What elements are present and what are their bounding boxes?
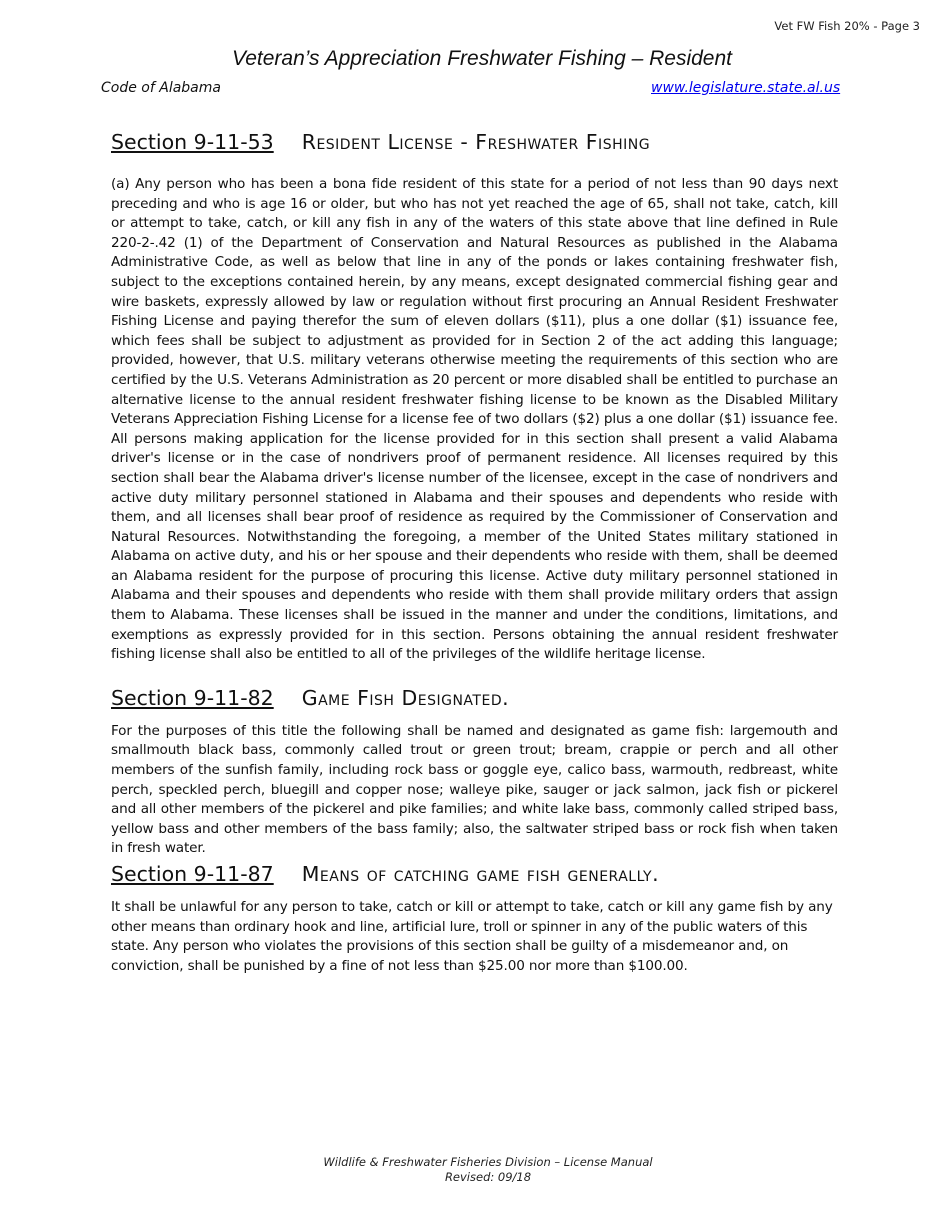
source-label: Code of Alabama [101,80,221,96]
section-heading [111,684,838,712]
footer-revised: Revised: 09/18 [444,1170,532,1184]
footer-division: Wildlife & Freshwater Fisheries Division – License Manual [323,1155,653,1169]
section-body: It shall be unlawful for any person to take, catch or kill or attempt to take, catch or kill any game fish by any other means than ordinary hook and line, artificial lure, troll or spinner in any of the public waters of this state. Any person who violates the provisions of this section shall be guilty of a misdemeanor and, on conviction, shall be punished by a fine of not less than $25.00 nor more than $100.00. [111,899,833,974]
page-title: Veteran’s Appreciation Freshwater Fishing – Resident [232,47,732,70]
section-heading [111,860,838,888]
section-number: Section 9-11-87 [111,862,274,886]
section-body: (a) Any person who has been a bona fide resident of this state for a period of not less than 90 days next preceding and who is age 16 or older, but who has not yet reached the age of 65, shall not take, catch, kill or attempt to take, catch, or kill any fish in any of the waters of this state above that line defined in Rule 220-2-.42 (1) of the Department of Conservation and Natural Resources as published in the Alabama Administrative Code, as well as below that line in any of the ponds or lakes containing freshwater fish, subject to the exceptions contained herein, by any means, except designated commercial fishing gear and wire baskets, expressly allowed by law or regulation without first procuring an Annual Resident Freshwater Fishing License and paying therefor the sum of eleven dollars ($11), plus a one dollar ($1) issuance fee, which fees shall be subject to adjustment as provided for in Section 2 of the act adding this language; provided, however, that U.S. military veterans otherwise meeting the requirements of this section who are certified by the U.S. Veterans Administration as 20 percent or more disabled shall be entitled to purchase an alternative license to the annual resident freshwater fishing license to be known as the Disabled Military Veterans Appreciation Fishing License for a license fee of two dollars ($2) plus a one dollar ($1) issuance fee. All persons making application for the license provided for in this section shall present a valid Alabama driver's license or in the case of nondrivers proof of permanent residence. All licenses required by this section shall bear the Alabama driver's license number of the licensee, except in the case of nondrivers and active duty military personnel stationed in Alabama and their spouses and dependents who reside with them, and all licenses shall bear proof of residence as required by the Commissioner of Conservation and Natural Resources. Notwithstanding the foregoing, a member of the United States military stationed in Alabama on active duty, and his or her spouse and their dependents who reside with them, shall be deemed an Alabama resident for the purpose of procuring this license. Active duty military personnel stationed in Alabama and their spouses and dependents who reside with them shall provide military orders that assign them to Alabama. These licenses shall be issued in the manner and under the conditions, limitations, and exemptions as expressly provided for in this section. Persons obtaining the annual resident freshwater fishing license shall also be entitled to all of the privileges of the wildlife heritage license. [111,176,838,663]
section-9-11-82 [111,684,838,859]
section-title: Game Fish Designated. [301,685,510,710]
section-9-11-53 [111,128,838,665]
section-number: Section 9-11-82 [111,685,274,710]
section-title: Resident License - Freshwater Fishing [301,130,651,154]
legislature-link[interactable]: www.legislature.state.al.us [651,80,841,96]
section-title: Means of catching game fish generally. [301,862,660,886]
section-body: For the purposes of this title the following shall be named and designated as game fish: largemouth and smallmouth black bass, commonly called trout or green trout; bream, crappie or perch and all other members of the sunfish family, including rock bass or goggle eye, calico bass, warmouth, redbreast, white perch, speckled perch, bluegill and copper nose; walleye pike, sauger or jack salmon, jack fish or pickerel and all other members of the pickerel and pike families; and white lake bass, commonly called striped bass, yellow bass and other members of the bass family; also, the saltwater striped bass or rock fish when taken in fresh water. [111,722,838,857]
page-footer [0,1155,950,1185]
section-number: Section 9-11-53 [111,130,274,154]
section-9-11-87 [111,860,838,976]
page-reference: Vet FW Fish 20% - Page 3 [774,19,920,33]
section-heading [111,128,838,156]
document-body [111,128,838,976]
